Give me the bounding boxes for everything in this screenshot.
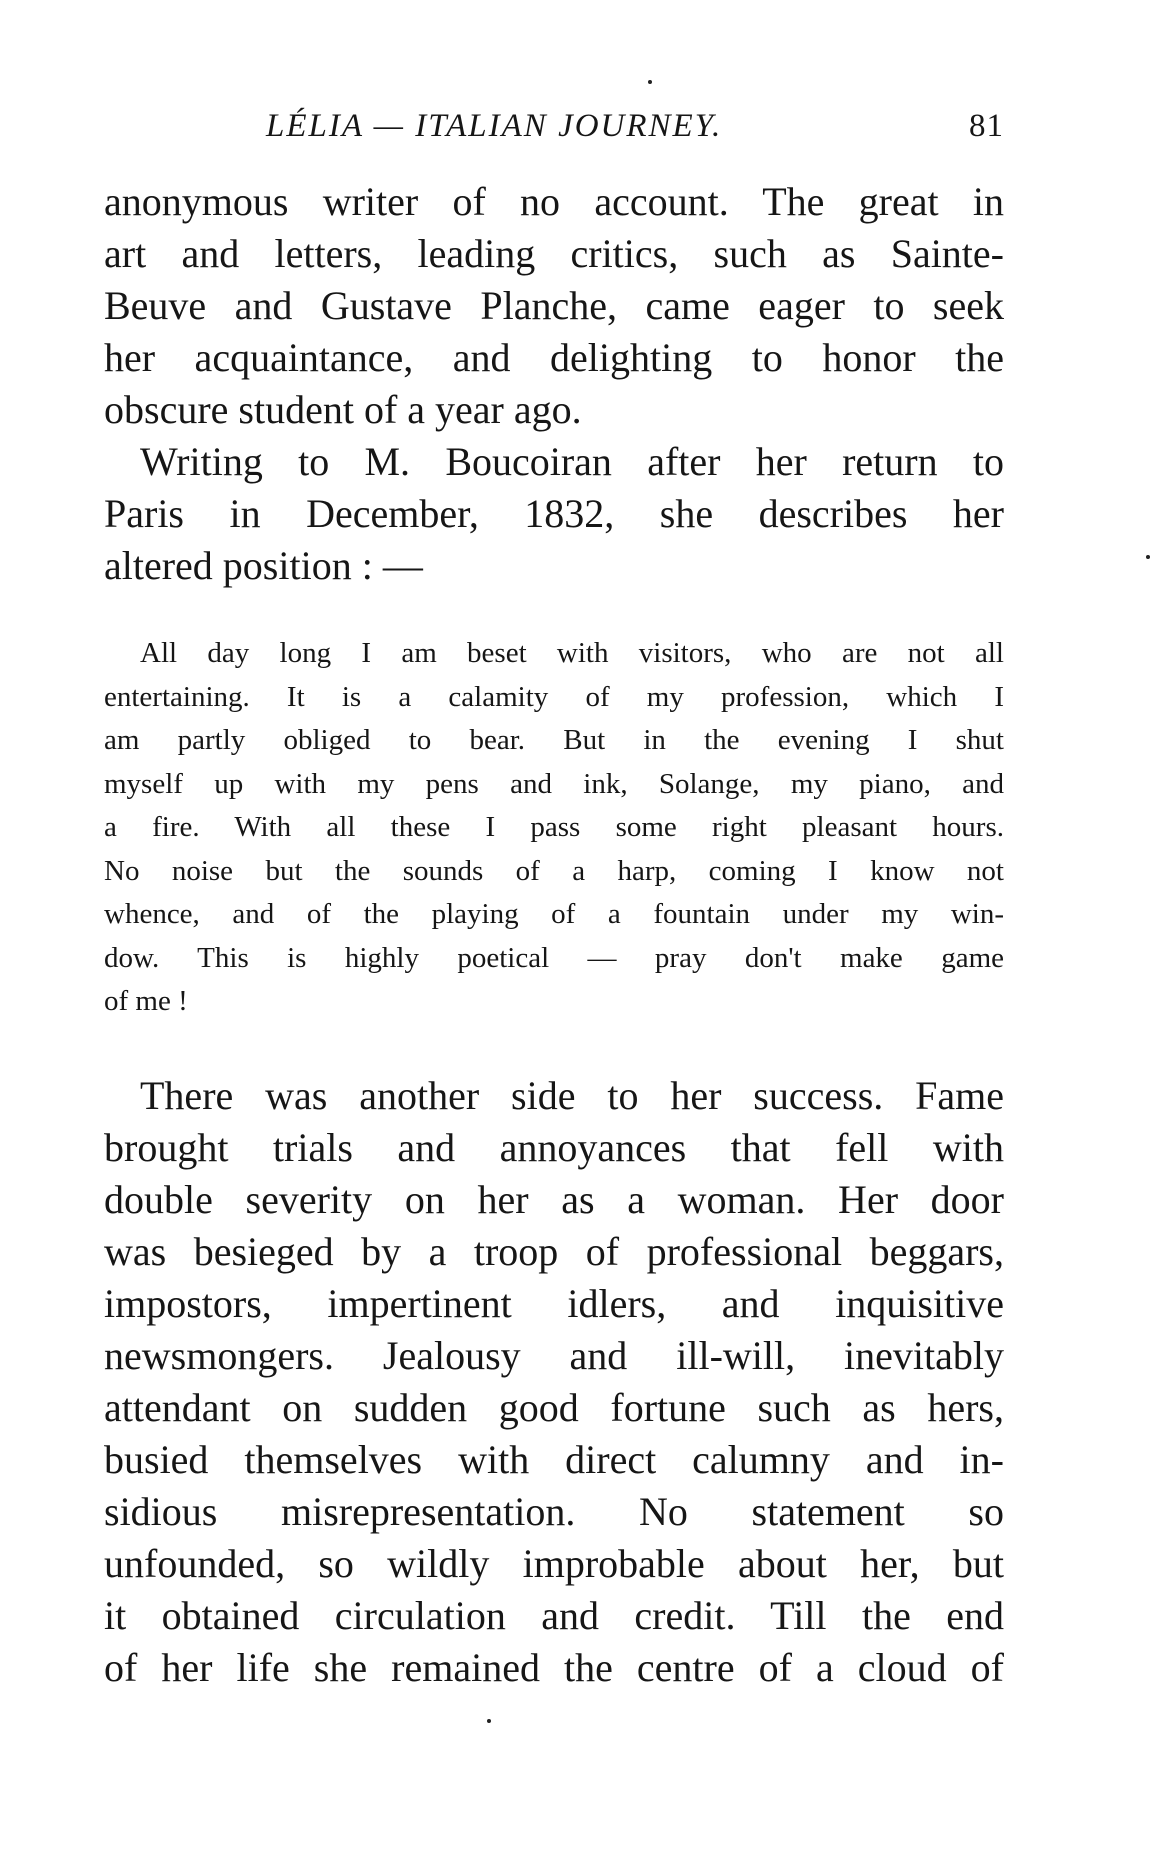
block-quote [104, 632, 1004, 1024]
specks [487, 1719, 491, 1723]
text-line: art and letters, leading critics, such as Sainte- [104, 231, 1004, 276]
text-line: There was another side to her success. Fame [140, 1073, 1004, 1118]
paragraph-2 [104, 436, 1004, 592]
text-line: Paris in December, 1832, she describes her [104, 491, 1004, 536]
specks [1146, 555, 1150, 559]
text-line: anonymous writer of no account. The great in [104, 179, 1004, 224]
text-line: impostors, impertinent idlers, and inquisitive [104, 1281, 1004, 1326]
text-line: unfounded, so wildly improbable about her, but [104, 1541, 1004, 1586]
text-line: altered position : — [104, 543, 423, 588]
page-number: 81 [969, 108, 1004, 144]
quote-line: entertaining. It is a calamity of my profession, which I [104, 680, 1004, 713]
text-line: attendant on sudden good fortune such as hers, [104, 1385, 1004, 1430]
quote-line: dow. This is highly poetical — pray don't make game [104, 941, 1004, 974]
specks [648, 80, 652, 84]
running-head [104, 108, 1004, 158]
quote-line: am partly obliged to bear. But in the evening I shut [104, 724, 1004, 756]
paragraph-3 [104, 1070, 1004, 1694]
running-title: LÉLIA — ITALIAN JOURNEY. [266, 108, 723, 144]
quote-line: a fire. With all these I pass some right pleasant hours. [104, 811, 1004, 843]
quote-line: of me ! [104, 985, 188, 1017]
text-line: Beuve and Gustave Planche, came eager to seek [104, 283, 1004, 328]
text-line: obscure student of a year ago. [104, 387, 582, 432]
text-line: it obtained circulation and credit. Till the end [104, 1593, 1004, 1638]
quote-line: No noise but the sounds of a harp, coming I know not [104, 854, 1004, 887]
quote-line: whence, and of the playing of a fountain under my win- [104, 898, 1004, 930]
text-line: was besieged by a troop of professional beggars, [104, 1229, 1004, 1274]
paragraph-1 [104, 176, 1004, 436]
text-line: Writing to M. Boucoiran after her return to [140, 439, 1004, 484]
text-line: newsmongers. Jealousy and ill-will, inevitably [104, 1333, 1004, 1378]
quote-line: myself up with my pens and ink, Solange, my piano, and [104, 767, 1004, 800]
text-line: of her life she remained the centre of a cloud of [104, 1645, 1004, 1690]
text-line: brought trials and annoyances that fell with [104, 1125, 1004, 1170]
text-line: double severity on her as a woman. Her door [104, 1177, 1004, 1222]
quote-line: All day long I am beset with visitors, who are not all [140, 637, 1004, 669]
text-line: sidious misrepresentation. No statement so [104, 1489, 1004, 1534]
text-line: busied themselves with direct calumny and in- [104, 1437, 1004, 1482]
text-line: her acquaintance, and delighting to honor the [104, 335, 1004, 380]
